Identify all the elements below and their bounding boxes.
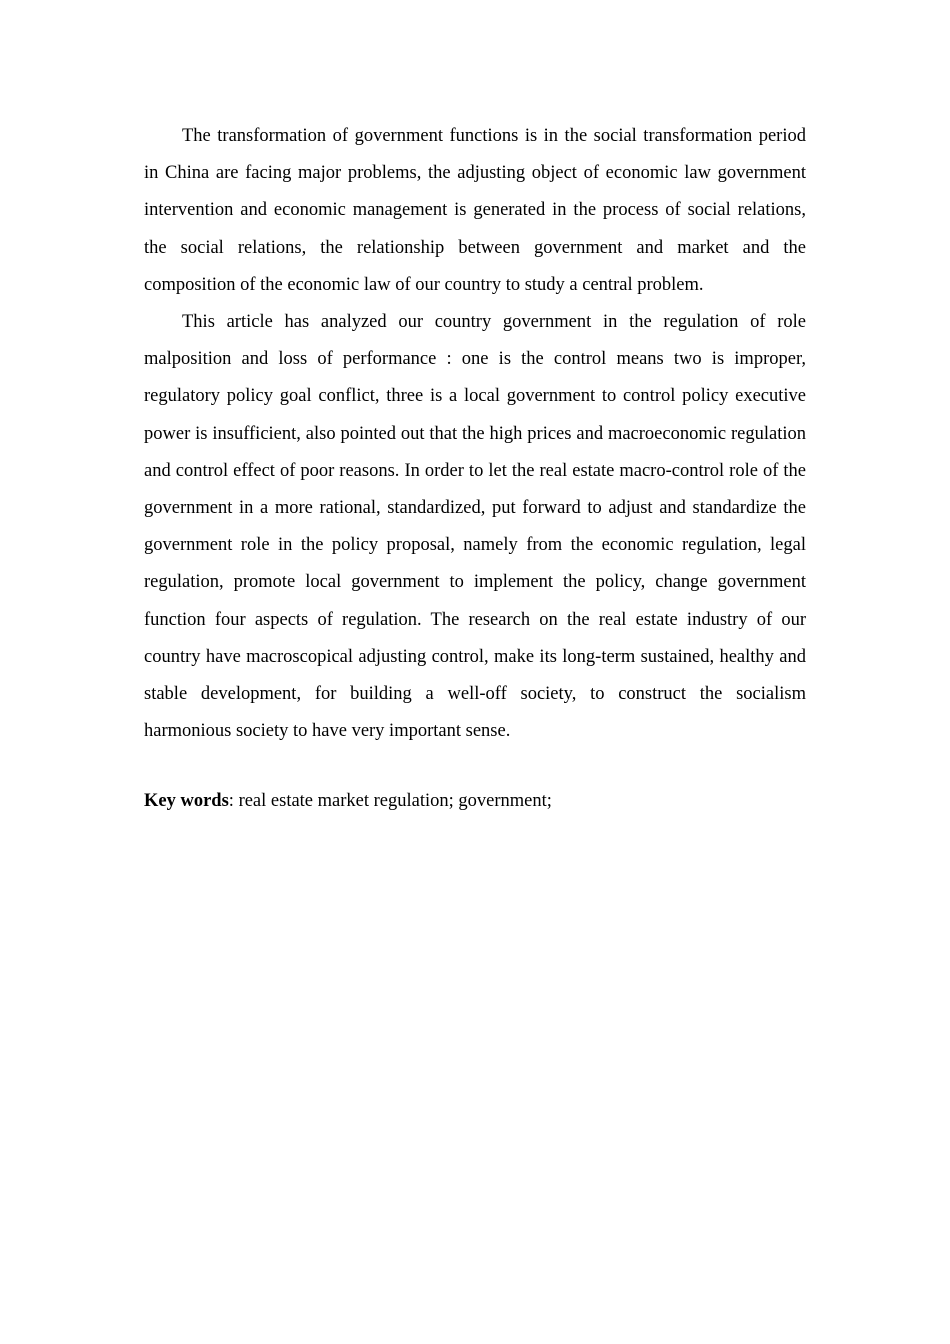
document-page xyxy=(144,118,806,821)
keywords-separator: : xyxy=(228,791,239,812)
keywords-label: Key words xyxy=(144,791,229,812)
keywords-line xyxy=(144,783,806,820)
abstract-paragraph-2: This article has analyzed our country government in the regulation of role malposition and loss of performance : one is the control means two is improper, regulatory policy goal conflict, three is a local government to control policy executive power is insufficient, also pointed out that the high prices and macroeconomic regulation and control effect of poor reasons. In order to let the real estate macro-control role of the government in a more rational, standardized, put forward to adjust and standardize the government role in the policy proposal, namely from the economic regulation, legal regulation, promote local government to implement the policy, change government function four aspects of regulation. The research on the real estate industry of our country have macroscopical adjusting control, make its long-term sustained, healthy and stable development, for building a well-off society, to construct the socialism harmonious society to have very important sense. xyxy=(144,312,806,742)
abstract-paragraph-1: The transformation of government functions is in the social transformation period in China are facing major problems, the adjusting object of economic law government intervention and economic management is generated in the process of social relations, the social relations, the relationship between government and market and the composition of the economic law of our country to study a central problem. xyxy=(144,126,806,295)
keywords-value: real estate market regulation; government; xyxy=(238,791,552,812)
